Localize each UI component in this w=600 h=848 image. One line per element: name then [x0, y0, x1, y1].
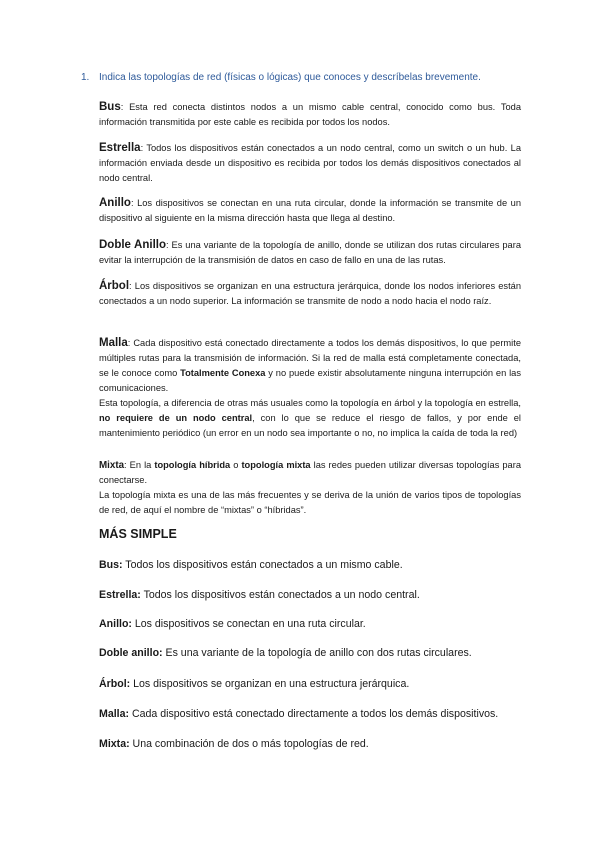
simple-item [99, 737, 369, 751]
simple-term: Malla: [99, 708, 130, 720]
desc-arbol: : Los dispositivos se organizan en una estructura jerárquica, donde los nodos inferiores están conectados a un nodo superior. La información se transmite de nodo a nodo hacia el nodo raíz. [99, 281, 521, 306]
question-number: 1. [81, 72, 90, 83]
simple-desc: Es una variante de la topología de anillo con dos rutas circulares. [162, 647, 472, 659]
simple-term: Estrella: [99, 589, 141, 601]
desc-mixta-bold-b: topología mixta [241, 460, 311, 470]
simple-term: Doble anillo: [99, 647, 163, 659]
term-bus: Bus [99, 101, 121, 113]
desc-estrella: : Todos los dispositivos están conectados a un nodo central, como un switch o un hub. La información enviada desde un dispositivo es recibida por todos los demás dispositivos conectados al nodo central. [99, 143, 521, 183]
desc-mixta-a: : En la [124, 460, 155, 470]
desc-malla-b: y no puede existir absolutamente ninguna interrupción en las comunicaciones. [99, 368, 521, 393]
simple-desc: Los dispositivos se organizan en una estructura jerárquica. [130, 678, 410, 690]
desc-mixta-c: las redes pueden utilizar diversas topologías para conectarse. [99, 460, 521, 485]
malla-p2-bold: no requiere de un nodo central [99, 413, 253, 423]
term-doble-anillo: Doble Anillo [99, 239, 166, 251]
simple-item [99, 646, 472, 660]
desc-mixta-b: o [230, 460, 242, 470]
simple-item [99, 558, 403, 572]
question-heading [81, 72, 481, 83]
simple-term: Mixta: [99, 738, 130, 750]
simple-item [99, 707, 498, 721]
term-estrella: Estrella [99, 142, 141, 154]
mixta-p2: La topología mixta es una de las más frecuentes y se deriva de la unión de varios tipos de topologías de red, de aquí el nombre de “mixtas” o “híbridas”. [99, 490, 521, 515]
desc-malla-a: : Cada dispositivo está conectado directamente a todos los demás dispositivos, lo que permite múltiples rutas para la transmisión de información. Si la red de malla está completamente conectada, se le conoce como [99, 338, 521, 378]
simple-desc: Los dispositivos se conectan en una ruta circular. [131, 618, 366, 630]
topology-estrella [99, 141, 521, 186]
simple-item [99, 677, 409, 691]
term-anillo: Anillo [99, 197, 131, 209]
simple-desc: Una combinación de dos o más topologías de red. [129, 738, 369, 750]
topology-mixta [99, 458, 521, 518]
simple-term: Bus: [99, 559, 123, 571]
malla-p2-b: , con lo que se reduce el riesgo de fallos, y por ende el mantenimiento periódico (un error en un nodo sea importante o no, no implica la caída de toda la red) [99, 413, 521, 438]
simple-item [99, 588, 420, 602]
simple-desc: Cada dispositivo está conectado directamente a todos los demás dispositivos. [129, 708, 499, 720]
desc-anillo: : Los dispositivos se conectan en una ruta circular, donde la información se transmite de un dispositivo al siguiente en la misma dirección hasta que llega al destino. [99, 198, 521, 223]
desc-doble-anillo: : Es una variante de la topología de anillo, donde se utilizan dos rutas circulares para evitar la interrupción de la transmisión de datos en caso de fallo en una de las rutas. [99, 240, 521, 265]
malla-p2-a: Esta topología, a diferencia de otras más usuales como la topología en árbol y la topología en estrella, [99, 398, 521, 408]
topology-anillo [99, 196, 521, 226]
desc-bus: : Esta red conecta distintos nodos a un mismo cable central, conocido como bus. Toda información transmitida por este cable es recibida por todos los nodos. [99, 102, 521, 127]
simple-item [99, 617, 366, 631]
term-mixta: Mixta [99, 460, 125, 471]
simple-term: Árbol: [99, 678, 131, 690]
desc-malla-bold: Totalmente Conexa [180, 368, 266, 378]
simple-heading: MÁS SIMPLE [99, 527, 177, 541]
topology-doble-anillo [99, 238, 521, 268]
simple-desc: Todos los dispositivos están conectados a un mismo cable. [122, 559, 403, 571]
term-malla: Malla [99, 337, 128, 349]
term-arbol: Árbol [99, 280, 130, 292]
question-text: Indica las topologías de red (físicas o lógicas) que conoces y descríbelas brevemente. [99, 72, 481, 83]
topology-malla [99, 336, 521, 441]
topology-arbol [99, 279, 521, 309]
desc-mixta-bold-a: topología híbrida [154, 460, 231, 470]
simple-desc: Todos los dispositivos están conectados a un nodo central. [140, 589, 420, 601]
simple-term: Anillo: [99, 618, 132, 630]
topology-bus [99, 100, 521, 130]
